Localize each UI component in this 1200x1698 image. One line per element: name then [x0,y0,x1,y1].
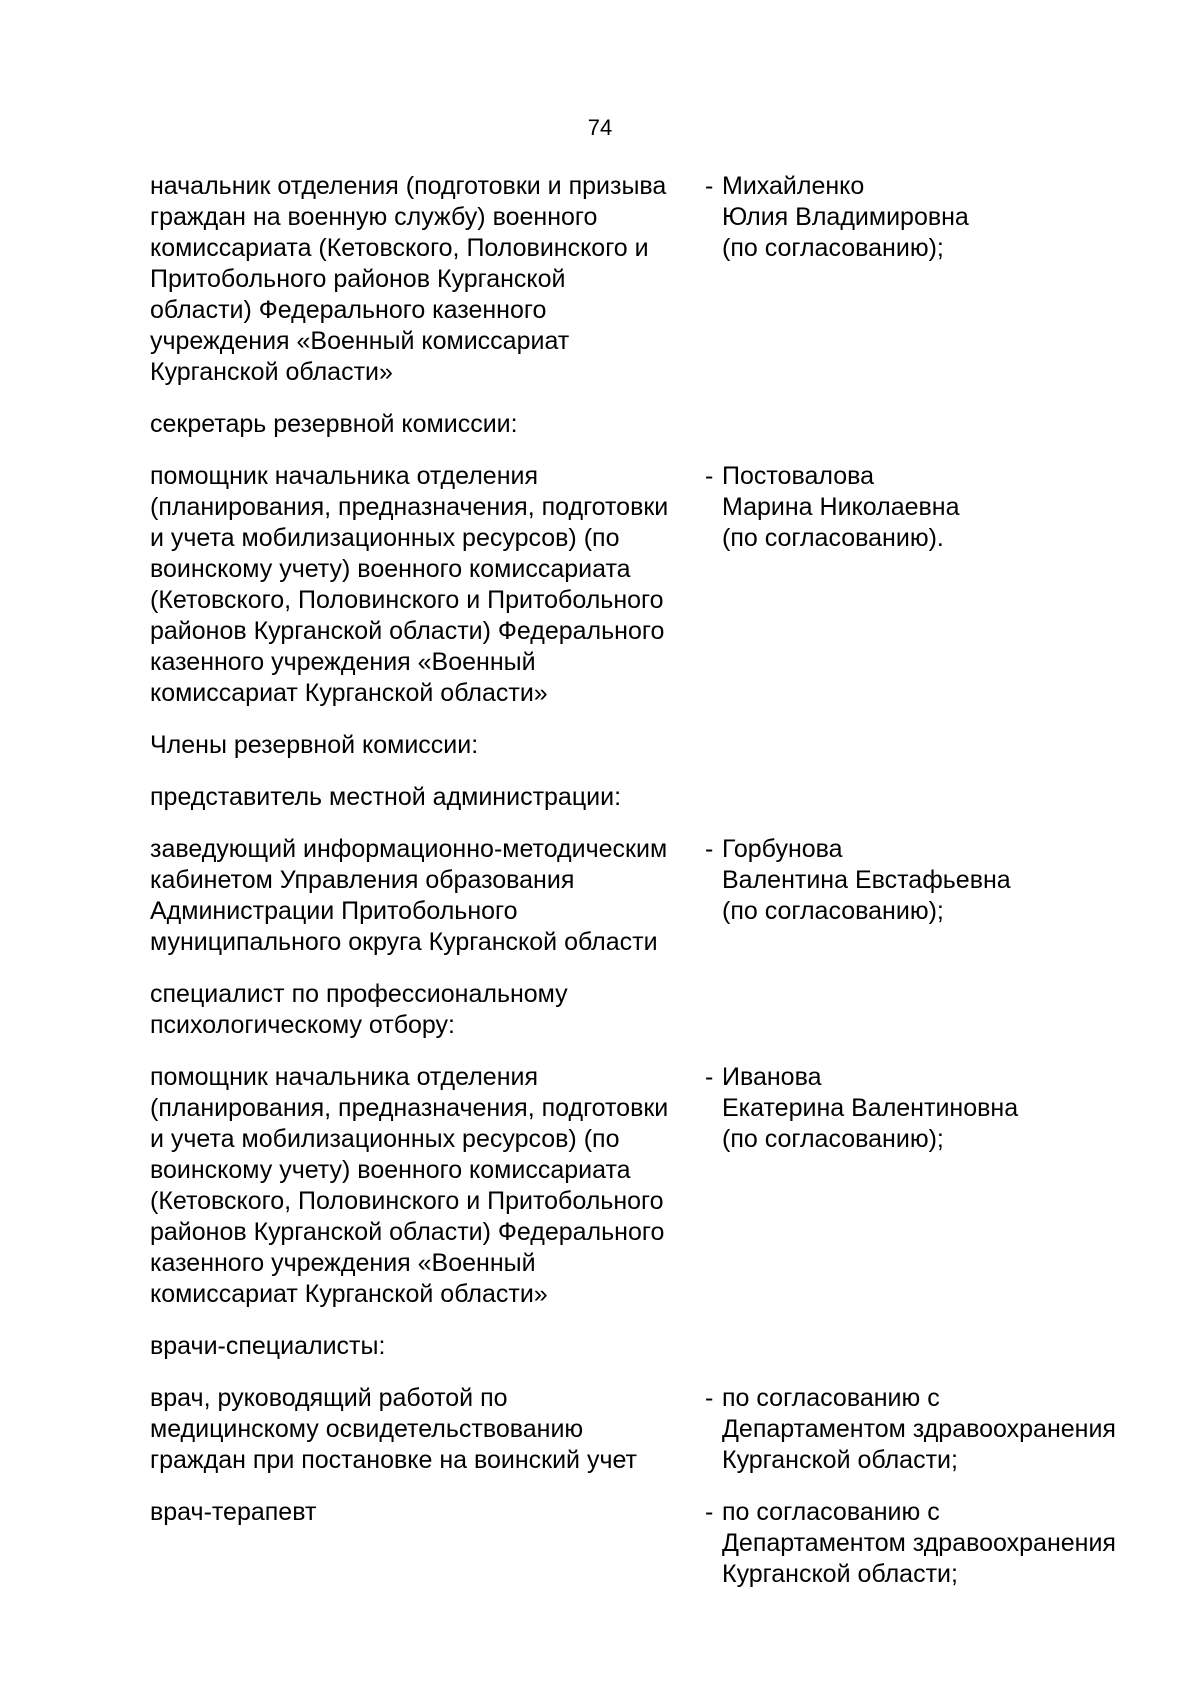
section-heading: Члены резервной комиссии: [150,731,479,759]
section-heading: специалист по профессиональному психологическому отбору: [150,980,568,1039]
member-entry [150,1497,1140,1590]
position-text: помощник начальника отделения (планирования, предназначения, подготовки и учета мобилизационных ресурсов) (по воинскому учету) военного комиссариата (Кетовского, Половинского и Притобольного районов Курганской области) Федерального казенного учреждения «Военный комиссариат Курганской области» [150,462,669,707]
dash-separator: - [705,835,714,863]
person-name: Постовалова Марина Николаевна (по согласованию). [722,462,960,552]
position-text: помощник начальника отделения (планирования, предназначения, подготовки и учета мобилизационных ресурсов) (по воинскому учету) военного комиссариата (Кетовского, Половинского и Притобольного районов Курганской области) Федерального казенного учреждения «Военный комиссариат Курганской области» [150,1063,669,1308]
person-name: Иванова Екатерина Валентиновна (по согласованию); [722,1063,1019,1153]
member-entry [150,834,1140,958]
member-entry [150,461,1140,709]
page-number: 74 [587,115,613,140]
member-entry [150,1383,1140,1476]
position-text: врач-терапевт [150,1498,317,1526]
person-name: Михайленко Юлия Владимировна (по согласованию); [722,172,969,262]
position-text: врач, руководящий работой по медицинскому освидетельствованию граждан при постановке на воинский учет [150,1384,638,1474]
person-name: Горбунова Валентина Евстафьевна (по согласованию); [722,835,1011,925]
dash-separator: - [705,172,714,200]
section-heading: представитель местной администрации: [150,783,622,811]
member-entry [150,171,1140,388]
dash-separator: - [705,1498,714,1526]
position-text: начальник отделения (подготовки и призыва граждан на военную службу) военного комиссариата (Кетовского, Половинского и Притобольного районов Курганской области) Федерального казенного учреждения «Военный комиссариат Курганской области» [150,172,667,386]
section-heading: врачи-специалисты: [150,1332,386,1360]
dash-separator: - [705,462,714,490]
member-entry [150,1062,1140,1310]
dash-separator: - [705,1384,714,1412]
section-heading: секретарь резервной комиссии: [150,410,518,438]
position-text: заведующий информационно-методическим кабинетом Управления образования Администрации Притобольного муниципального округа Курганской области [150,835,668,956]
person-name: по согласованию с Департаментом здравоохранения Курганской области; [722,1384,1116,1474]
commission-list [150,171,1140,1611]
dash-separator: - [705,1063,714,1091]
person-name: по согласованию с Департаментом здравоохранения Курганской области; [722,1498,1116,1588]
